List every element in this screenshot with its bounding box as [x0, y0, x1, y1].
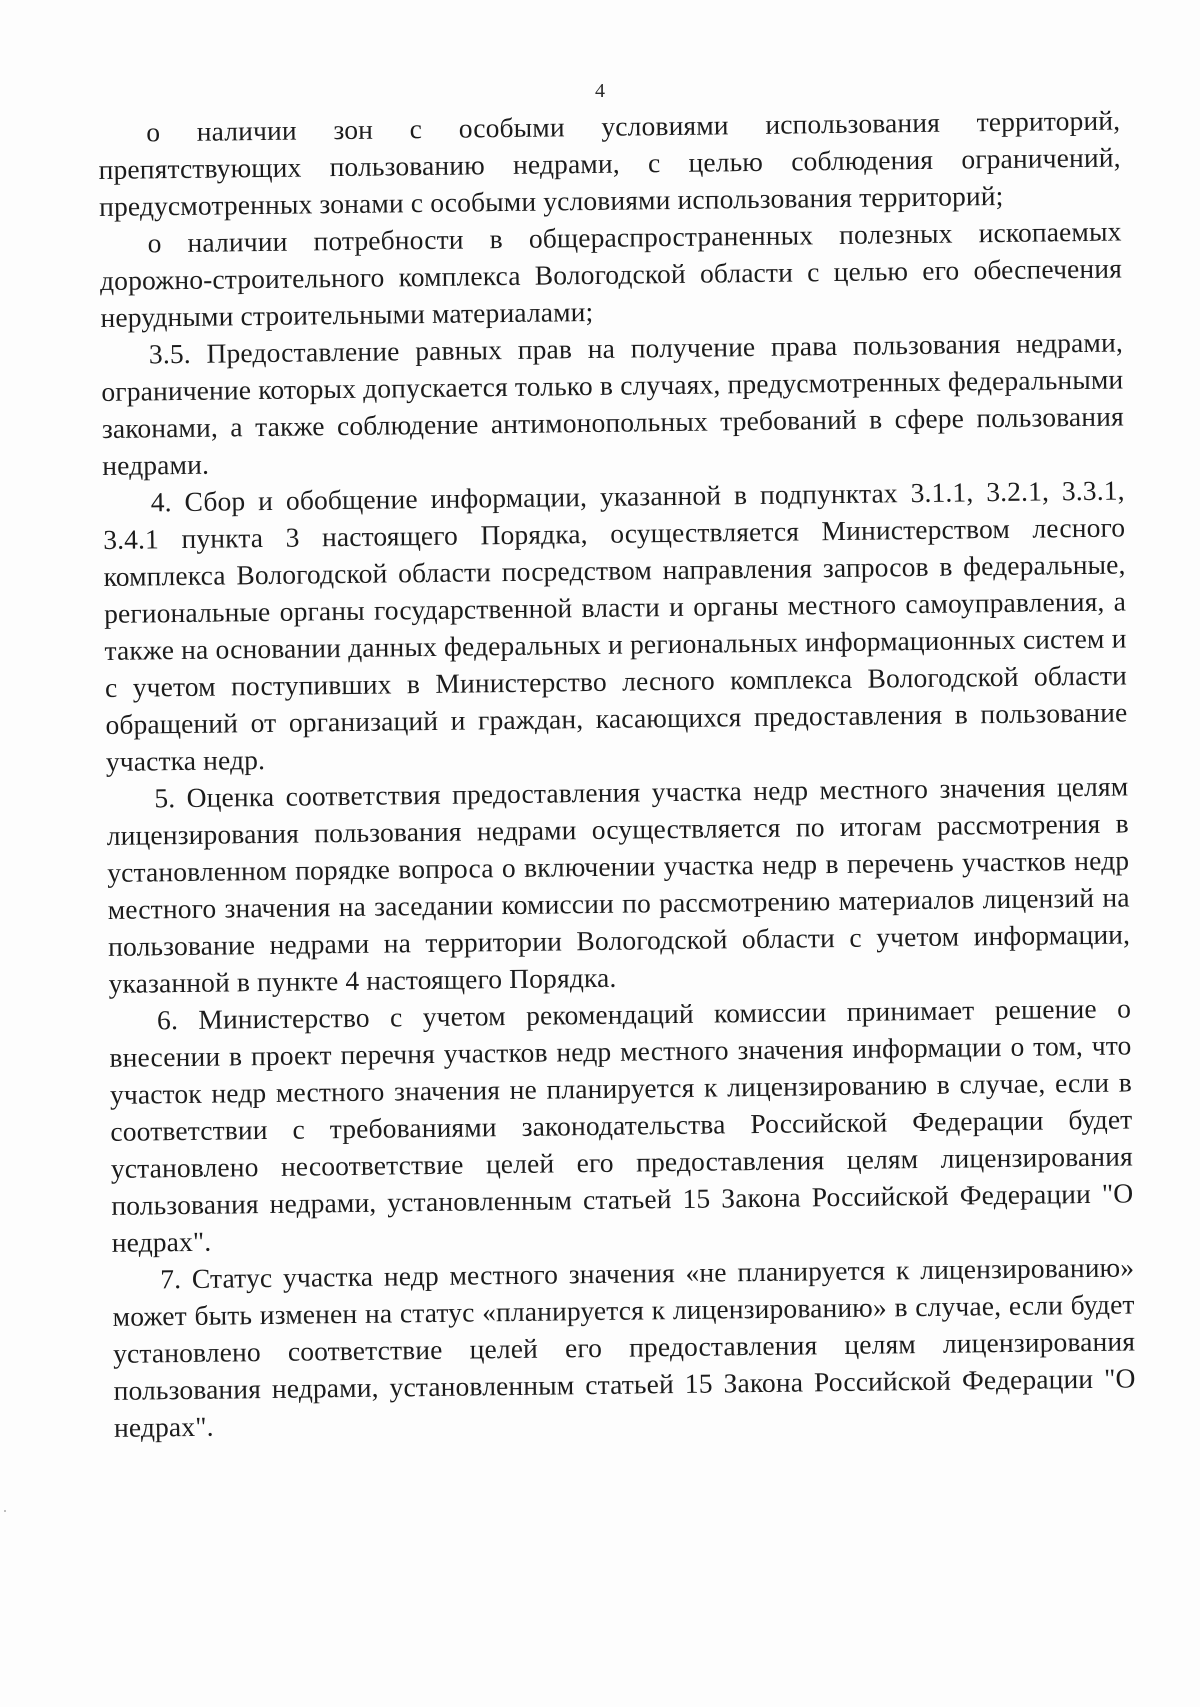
paragraph-4: 4. Сбор и обобщение информации, указанной в подпунктах 3.1.1, 3.2.1, 3.3.1, 3.4.1 пункта 3 настоящего Порядка, осуществляется Министерством лесного комплекса Вологодской области посредством направления запросов в федеральные, региональные органы государственной власти и органы местного самоуправления, а также на основании данных федеральных и региональных информационных систем и с учетом поступивших в Министерство лесного комплекса Вологодской области обращений от организаций и граждан, касающихся предоставления в пользование участка недр.	[103, 474, 1128, 777]
paragraph-5: 5. Оценка соответствия предоставления участка недр местного значения целям лицензирования пользования недрами осуществляется по итогам рассмотрения в установленном порядке вопроса о включении участка недр в перечень участков недр местного значения на заседании комиссии по рассмотрению материалов лицензий на пользование недрами на территории Вологодской области с учетом информации, указанной в пункте 4 настоящего Порядка.	[106, 770, 1131, 999]
paragraph-6: 6. Министерство с учетом рекомендаций комиссии принимает решение о внесении в проект перечня участков недр местного значения информации о том, что участок недр местного значения не планируется к лицензированию в случае, если в соответствии с требованиями законодательства Российской Федерации будет установлено несоответствие целей его предоставления целям лицензирования пользования недрами, установленным статьей 15 Закона Российской Федерации "О недрах".	[109, 992, 1134, 1258]
paragraph-zones: о наличии зон с особыми условиями использования территорий, препятствующих пользованию недрами, с целью соблюдения ограничений, предусмотренных зонами с особыми условиями использования территорий;	[98, 104, 1121, 222]
scan-artifact	[4, 1510, 6, 1512]
page-number: 4	[595, 80, 605, 102]
paragraph-minerals-need: о наличии потребности в общераспространенных полезных ископаемых дорожно-строительного комплекса Вологодской области с целью его обеспечения нерудными строительными материалами;	[99, 215, 1123, 333]
paragraph-7: 7. Статус участка недр местного значения «не планируется к лицензированию» может быть изменен на статус «планируется к лицензированию» в случае, если будет установлено соответствие целей его предоставления целям лицензирования пользования недрами, установленным статьей 15 Закона Российской Федерации "О недрах".	[112, 1251, 1136, 1443]
paragraph-3-5: 3.5. Предоставление равных прав на получение права пользования недрами, ограничение которых допускается только в случаях, предусмотренных федеральными законами, а также соблюдение антимонопольных требований в сфере пользования недрами.	[101, 326, 1124, 481]
document-body	[98, 102, 1136, 1446]
